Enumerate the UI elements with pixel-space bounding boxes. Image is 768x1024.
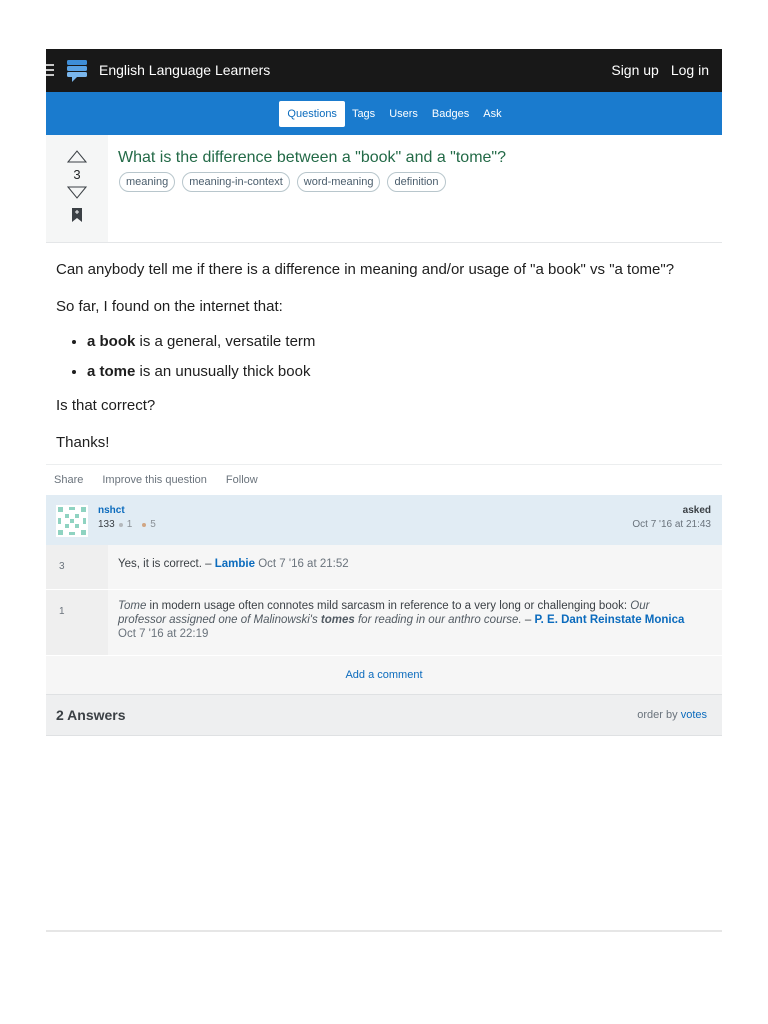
comment-date[interactable]: Oct 7 '16 at 22:19: [118, 628, 209, 640]
term-description: is a general, versatile term: [135, 333, 316, 350]
hamburger-icon[interactable]: [46, 64, 54, 78]
bronze-badge-icon: [142, 523, 146, 527]
improve-question-link[interactable]: Improve this question: [102, 474, 207, 486]
body-paragraph: Is that correct?: [56, 397, 156, 414]
comment-score: 3: [59, 561, 65, 572]
nav-tags[interactable]: Tags: [351, 107, 376, 120]
asked-label: asked: [682, 505, 711, 516]
comment-score-column: [46, 590, 108, 655]
tag[interactable]: meaning-in-context: [182, 172, 290, 192]
body-list: [87, 332, 712, 382]
downvote-arrow-icon[interactable]: [67, 186, 87, 200]
term-description: is an unusually thick book: [135, 363, 311, 380]
term: a tome: [87, 363, 136, 380]
comment-body: Yes, it is correct. –: [118, 558, 215, 570]
site-name[interactable]: English Language Learners: [99, 62, 271, 78]
comment-italic: Tome: [118, 600, 147, 612]
comment-body: in modern usage often connotes mild sarcasm in reference to a very long or challenging book:: [146, 600, 631, 612]
nav-questions[interactable]: Questions: [279, 101, 345, 127]
vote-column: [46, 135, 108, 242]
comment-user[interactable]: P. E. Dant Reinstate Monica: [534, 614, 685, 626]
bronze-badge-count: 5: [150, 519, 156, 530]
site-logo-icon[interactable]: [66, 59, 88, 83]
silver-badge-icon: [119, 523, 123, 527]
comment-bold-italic: tomes: [320, 614, 355, 626]
owner-card: [46, 495, 722, 545]
comment-date[interactable]: Oct 7 '16 at 21:52: [255, 558, 349, 570]
reputation: 133: [98, 519, 115, 530]
tag[interactable]: word-meaning: [297, 172, 381, 192]
body-paragraph: Can anybody tell me if there is a difference in meaning and/or usage of "a book" vs "a tome"?: [56, 261, 675, 278]
tag[interactable]: meaning: [119, 172, 175, 192]
list-item: [87, 362, 712, 382]
list-item: [87, 332, 712, 352]
add-comment-link[interactable]: Add a comment: [46, 656, 722, 694]
question-header: [46, 135, 722, 243]
bookmark-icon[interactable]: [72, 208, 82, 222]
owner-stats: [98, 519, 156, 530]
page-frame: [46, 49, 722, 736]
comment-italic: for reading in our anthro course.: [354, 614, 522, 626]
answers-header: [46, 694, 722, 736]
owner-name[interactable]: nshct: [98, 505, 125, 516]
body-paragraph: So far, I found on the internet that:: [56, 298, 283, 315]
sign-up-link[interactable]: Sign up: [611, 62, 659, 78]
vote-count: 3: [73, 167, 81, 182]
divider: [46, 930, 722, 932]
comment: [46, 545, 722, 590]
nav-users[interactable]: Users: [389, 107, 418, 120]
comment-user[interactable]: Lambie: [214, 558, 255, 570]
user-avatar[interactable]: [56, 505, 88, 537]
post-actions: [46, 464, 722, 495]
nav-bar: [46, 92, 722, 135]
comment-text: [46, 590, 722, 641]
comment-score: 1: [59, 606, 65, 617]
top-bar: [46, 49, 722, 92]
follow-link[interactable]: Follow: [225, 474, 258, 486]
tag-list: [119, 172, 446, 192]
share-link[interactable]: Share: [54, 474, 84, 486]
body-paragraph: Thanks!: [56, 434, 110, 451]
answers-count: 2 Answers: [56, 707, 126, 723]
nav-ask[interactable]: Ask: [483, 107, 502, 120]
term: a book: [87, 333, 136, 350]
comment-text: [46, 545, 722, 571]
question-title[interactable]: What is the difference between a "book" and a "tome"?: [118, 149, 506, 166]
order-by: [637, 709, 707, 721]
comment-body: –: [521, 614, 535, 626]
log-in-link[interactable]: Log in: [670, 62, 709, 78]
comment-score-column: [46, 545, 108, 589]
question-body: [46, 243, 722, 453]
comment-italic: Our professor assigned one of Malinowski's: [118, 600, 650, 626]
auth-links: [611, 62, 709, 78]
order-by-votes-link[interactable]: votes: [680, 709, 707, 721]
nav-badges[interactable]: Badges: [431, 107, 470, 120]
asked-date: Oct 7 '16 at 21:43: [632, 519, 711, 530]
upvote-arrow-icon[interactable]: [67, 149, 87, 163]
order-prefix: order by: [637, 709, 681, 721]
silver-badge-count: 1: [126, 519, 133, 530]
tag[interactable]: definition: [387, 172, 445, 192]
comment: [46, 590, 722, 656]
